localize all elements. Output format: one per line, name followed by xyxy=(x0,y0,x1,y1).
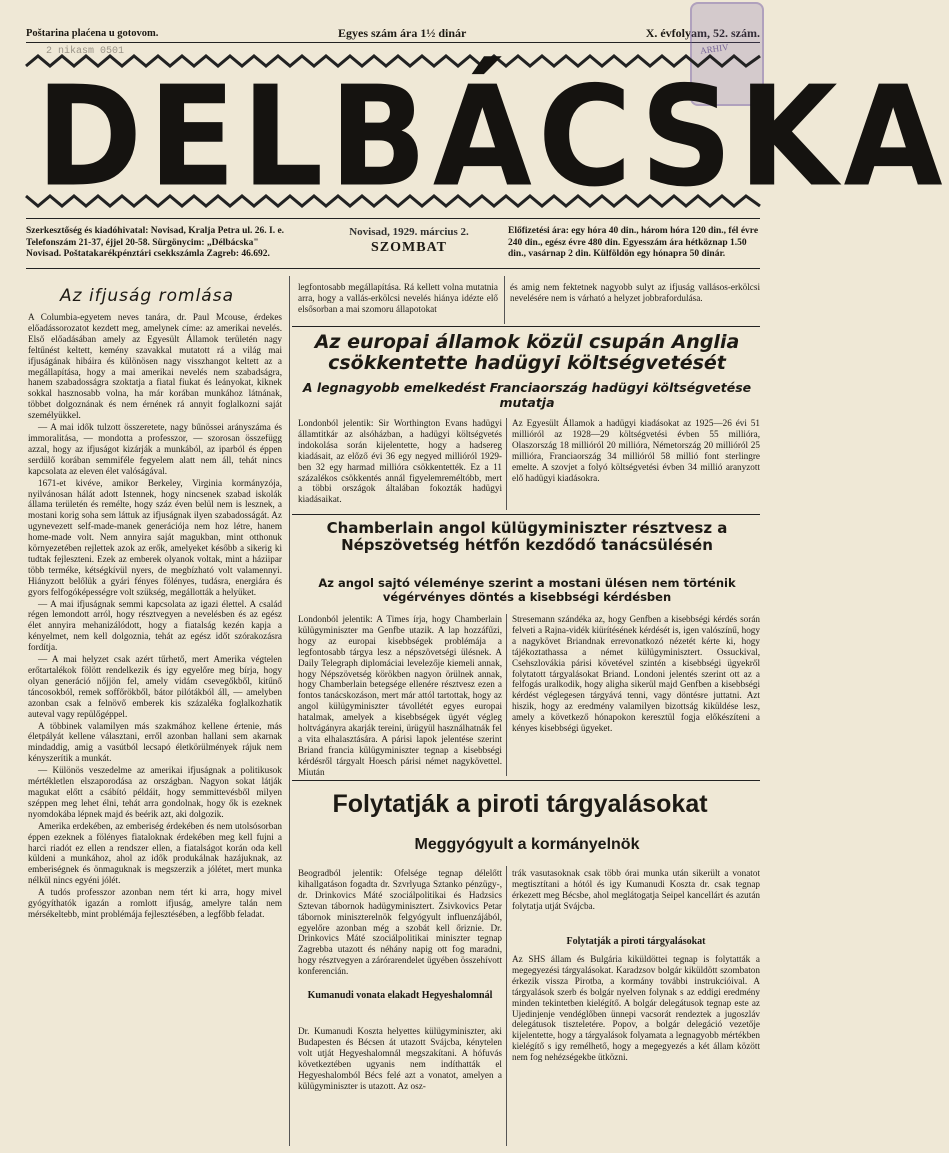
headline-ifjusag: Az ifjuság romlása xyxy=(60,286,234,306)
price-note: Egyes szám ára 1½ dinár xyxy=(338,26,467,40)
headline-pirot: Folytatják a piroti tárgyalásokat xyxy=(332,790,708,818)
column-ifjusag xyxy=(28,312,282,1142)
article-divider xyxy=(506,614,507,776)
continuation-right: és amig nem fektetnek nagyobb sulyt az ifjuság vallásos-erkölcsi nevelésére nem is várható a helyzet jobbrafordulása. xyxy=(510,282,760,303)
strip-divider xyxy=(504,276,505,324)
headline-hadugy: Az europai államok közül csupán Anglia csökkentette hadügyi költségvetését xyxy=(314,331,740,374)
article-pirot-left: Beogradból jelentik: Ofelsége tegnap délelőtt kihallgatáson fogadta dr. Szvrlyuga Sztanko pénzügy-, dr. Drinkovics Máté szociálpolitikai és Hadzsics Sztevan tábornok hadügyminisztert. Zsivkovics Petar tábornok miniszterelnök felgyógyult influenzájából, egyelőre azonban még a szobát kell őriznie. Dr. Drinkovics Máté szociálpolitikai miniszter tegnap Zagrebba utazott és néhány napig ott fog maradni, hogy résztvegyen a zárórarendelet ügyében összehívott konferencián. xyxy=(298,868,502,977)
masthead-bottom-ornament xyxy=(26,194,760,208)
paragraph: A tudós professzor azonban nem tért ki arra, hogy mivel gyógyíthatók igazán a romlott ifjuság, amelyre talán nem mérsékeltebb, mint problémája fejlesztésében, a legfőbb feladat. xyxy=(28,887,282,919)
article-pirot-talks: Az SHS állam és Bulgária kiküldöttei tegnap is folytatták a megegyezési tárgyalásokat. Karadzsov bolgár kiküldött szombaton érkezik vissza Pirotba, a kormány további instrukcióival. A tárgyalások szerb és bolgár nyelven folynak s az eddigi eredmény minden tekintetben kielégítő. A bolgár delegátusok tegnap este az Ujedinjenje vendéglőben ünnepi vacsorát rendeztek a jugoszláv delegátusok tiszteletére. Popov, a bolgár delegáció vezetője kijelentette, hogy a tárgyalások folyamata a legnagyobb mértékben kielégítő s igy remélhető, hogy a megegyezés a két állam között nem fog nehézségekbe ütközni. xyxy=(512,954,760,1063)
issue-day: SZOMBAT xyxy=(371,240,447,255)
subscription-info: Előfizetési ára: egy hóra 40 din., három hóra 120 din., fél évre 240 din., egész évre 480 din. Egyesszám ára hétköznap 1.50 din., vasárnap 2 din. Külföldön egy hónapra 50 dinár. xyxy=(508,226,759,259)
article-kumanudi: Dr. Kumanudi Koszta helyettes külügyminiszter, aki Budapesten és Bécsen át utazott Svájcba, kénytelen volt utját Hegyeshalomnál megszakítani. A hófuvás következtében ugyanis nem indíthatták el Hegyeshalomból Bécs felé azt a vonatot, amelyen a külügyminiszter is utazott. Az osz- xyxy=(298,1026,502,1091)
article-hadugy-left: Londonból jelentik: Sir Worthington Evans hadügyi államtitkár az alsóházban, a hadügyi költségvetés indokolása során kijelentette, hogy a hadsereg kiadásait, az előző évi 36 egy negyed millióról 1929-ben 32 egy harmad millióra csökkentették. Ez a 11 százalékos csökkentés annál figyelemreméltóbb, mert a többi országok általában fokozták hadügyi kiadásaikat. xyxy=(298,418,502,505)
article-rule xyxy=(292,780,760,781)
top-rule xyxy=(26,42,760,43)
paragraph: Amerika erdekében, az emberiség érdekében és nem utolsósorban éppen ezeknek a fölényes fiataloknak érdekében meg kell fujni a harci riadót ez ellen a rendszer ellen, a fiatalságot korán oda kell küldeni a munkához, ahol az idők produkálnak hazájuknak, az emberiségnek és önmaguknak is megszerzik a jólétet, mert munka nélkül nincs egyéni jólét. xyxy=(28,820,282,886)
info-rule xyxy=(26,268,760,269)
paragraph: A többinek valamilyen más szakmához kellene értenie, más életpályát kellene választani, erről azonban hallani sem akarnak mindaddig, amig a vasútból lecsapó életkörülmények rájuk nem kényszerítik a munkát. xyxy=(28,720,282,764)
masthead-rule xyxy=(26,218,760,219)
article-divider xyxy=(506,866,507,1146)
paragraph: 1671-et kivéve, amikor Berkeley, Virginia kormányzója, nyilvánosan hálát adott Istennek, hogy nincsenek szabad iskolák állama területén és remélte, hogy száz éven belül nem is lesznek, a mostani korig soha sem láttuk az ifjuságnak ilyen szabadosságát. Az ugynevezett self-made-manek generációja nem hoz létre, hanem home-made volt. Nem annyira saját magukban, mint otthonuk környezetében rejlettek azok az erők, amelyeket később a sikerig ki tudtak fejleszteni. Ezek az emberek olyanok voltak, mint a háziipar több terméke, kétségkívül nyers, de megbízható volt valamennyi. Hiányzott belőlük a gyári fényes fölényes, tudásra, energiára és gyors felfogóképességre volt szükség, megállották a helyüket. xyxy=(28,477,282,597)
postage-note: Poštarina plaćena u gotovom. xyxy=(26,28,159,39)
top-bar xyxy=(26,22,760,42)
article-chamberlain-right: Stresemann szándéka az, hogy Genfben a kisebbségi kérdés során felveti a Rajna-vidék kiürítésének kérdését is, igen valószínű, hogy a nagykövet Briandnak errevonatkozó nézetét kérte ki, hogy tájékoztathassa a német külügyminisztert. Ossuckival, Csehszlovákia párisi követével szintén a kisebbségi ügyekről folytatott tárgyalásokat Briand. Londoni jelentés szerint ott az a felfogás uralkodik, hogy aligha sikerül majd Genfben a kisebbségi kérdést véglegesen tárgyává tenni, vagy döntésre juttatni. Azt hiszik, hogy az eredmény valamilyen bizottság kiküldése lesz, amely a következő hónapokon keresztül fogja előkészíteni a kényes kisebbségi ügyeket. xyxy=(512,614,760,734)
column-divider xyxy=(289,276,290,1146)
article-pirot-right: trák vasutasoknak csak több órai munka után sikerült a vonatot megtisztítani a hótól és igy Kumanudi Koszta dr. csak tegnap érkezett meg Bécsbe, ahol meglátogatja Seipel kancellárt és azután folytatja utját Svájcba. xyxy=(512,868,760,911)
issue-date: Novisad, 1929. március 2. xyxy=(349,226,469,238)
article-hadugy-right: Az Egyesült Államok a hadügyi kiadásokat az 1925—26 évi 51 millióról az 1928—29 költségvetési évben 55 millióra, Olaszország 18 millióról 20 millióra, Németország 20 millióról 25 millióra, Franciaország 34 millióról 58 millió font sterlingre emelte. A szovjet a folyó költségvetési évben 34 millió aranyzott elő hadügyi kiadásokra. xyxy=(512,418,760,483)
paragraph: A Columbia-egyetem neves tanára, dr. Paul Mcouse, érdekes előadássorozatot kezdett meg, amelynek címe: az amerikai nevelés. Első előadásában amely az Egyesült Államok területén nagy feltűnést keltett, kemény szavakkal mutatott rá a világ mai ifjuságának hibáira és különösen nagy visszhangot keltett az a megállapítása, hogy a mai amerikai nevelés nem szabadságra, hanem szabadosságra szoktatja a fiatal fiukat és leányokat, kiknek sokkal hasznosabb volna, ha már korában munkához látnának, többet dolgoznának és nem érnének rá annyit foglalkozni saját személyükkel. xyxy=(28,312,282,421)
volume-issue: X. évfolyam, 52. szám. xyxy=(645,26,760,40)
strip-rule xyxy=(292,326,760,327)
editorial-info: Szerkesztőség és kiadóhivatal: Novisad, Kralja Petra ul. 26. I. e. Telefonszám 21-37, éjjel 20-58. Sürgönycim: „Délbácska" Novisad. Poštatakarékpénztári csekkszámla Zagreb: 46.692. xyxy=(26,226,285,259)
paragraph: — Különös veszedelme az amerikai ifjuságnak a politikusok mértékletlen elszaporodása az országban. Nagyon sokat látják magukat előtt a csábító példáit, hogy semmittevésből milyen széppen meg lehet élni, tehát arra gondolnak, hogy ők is ezeknek nyomdokába lépnek majd és beérik azt, aki dolgozik. xyxy=(28,765,282,819)
paragraph: — A mai helyzet csak azért tűrhető, mert Amerika végtelen erőtartalékok fölött rendelkezik és igy egyelőre meg bírja, hogy olyan generáció nőjjön fel, amely vidám csevegőkből, kitűnő táncosokból, remek soffőrökből, bátor pilótákból áll, — amelyben azonban csak a felnövő emberek kis százaléka foglalkozhatik auteval vagy repülőgéppel. xyxy=(28,654,282,719)
archive-stamp: ARHIV xyxy=(690,2,764,106)
masthead xyxy=(26,52,949,218)
article-rule xyxy=(292,514,760,515)
faint-stamp: 2 nikasm 0501 xyxy=(46,46,125,57)
caption-pirot: Folytatják a piroti tárgyalásokat xyxy=(566,936,706,947)
paragraph: — A mai idők tulzott összeretete, nagy bűnössei arányszáma és immoralitása, — mondotta a professzor, — szorosan összefügg azzal, hogy az ifjuságot kizárják a munkából, az iparból és éppen serdülő korában semmiféle fegyelem alatt nem áll, tehát nincs kapcsolata az eleven élet valóságával. xyxy=(28,422,282,476)
paragraph: — A mai ifjuságnak semmi kapcsolata az igazi élettel. A család régen lemondott arról, hogy résztvegyen a nevelésben és az egész élet annyira mehanizálódott, hogy a fiatalság kezén kapja a kényelmet, nem kell dolgoznia, tehát az egész időt szórakozásra fordítja. xyxy=(28,598,282,653)
article-chamberlain-left: Londonból jelentik: A Times írja, hogy Chamberlain külügyminiszter ma Genfbe utazik. A lap hozzáfűzi, hogy az europai kisebbségek problémája a legfontosabb tárgya lesz a népszövetségi ülésnek. A Daily Telegraph diplomáciai levelezője kiemeli annak, hogy Népszövetség körökben nagyon örülnek annak, hogy Chamberlain betegsége ellenére résztvesz ezen a fontos tanácskozáson, mert már attól tartottak, hogy az angol külügyminiszter távollétét egyes europai hatalmak, amelyek a kisebbségek ügyét végleg holtvágányra akarják tereini, ürügyül használhatnák fel a vita elhalasztására. A párisi lapok jelentése szerint Briand francia külügyminiszter tegnap a kisebbségi kérdésről tárgyalt Hoesch párisi német nagykövettel. Miután xyxy=(298,614,502,777)
headline-chamberlain: Chamberlain angol külügyminiszter résztvesz a Népszövetség hétfőn kezdődő tanácsülésén xyxy=(326,519,728,554)
date-block xyxy=(334,226,484,256)
subhead-pirot: Meggyógyult a kormányelnök xyxy=(414,836,640,853)
subhead-hadugy: A legnagyobb emelkedést Franciaország hadügyi költségvetése mutatja xyxy=(302,380,752,410)
continuation-left: legfontosabb megállapítása. Rá kellett volna mutatnia arra, hogy a vallás-erkölcsi nevelés hiánya idézte elő elsősorban a mai szomoru állapotokat xyxy=(298,282,498,314)
article-divider xyxy=(506,418,507,510)
masthead-title: DELBÁCSKA xyxy=(36,56,949,218)
caption-kumanudi: Kumanudi vonata elakadt Hegyeshalomnál xyxy=(307,990,493,1001)
subhead-chamberlain: Az angol sajtó véleménye szerint a mostani ülésen nem történik végérvényes döntés a kisebbségi kérdésben xyxy=(318,576,736,604)
